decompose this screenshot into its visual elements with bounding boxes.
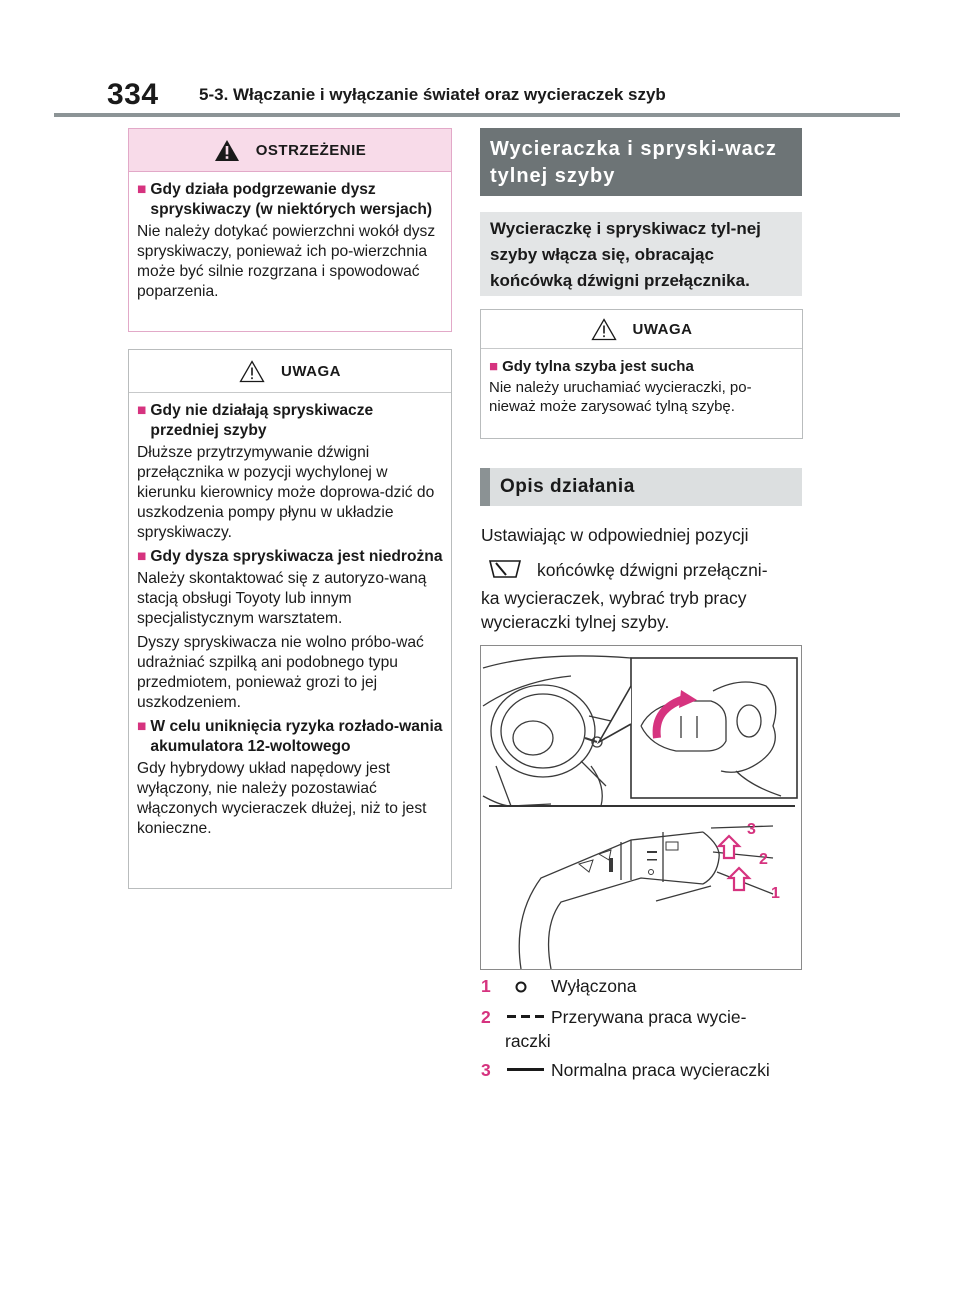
warning-box [128, 128, 452, 332]
legend-text: raczki [505, 1031, 551, 1051]
normal-line-icon [507, 1067, 545, 1073]
operation-text-line: ka wycieraczek, wybrać tryb pracy [481, 588, 747, 608]
caution-triangle-icon [591, 318, 617, 341]
notice-box-header [481, 310, 802, 349]
legend-number: 3 [481, 1060, 491, 1080]
intermittent-dashes-icon [507, 1014, 545, 1020]
operation-text-line: wycieraczki tylnej szyby. [481, 612, 670, 632]
caution-triangle-icon [239, 360, 265, 383]
operation-heading: Opis działania [480, 468, 802, 506]
notice-box [128, 349, 452, 889]
warning-triangle-icon [214, 139, 240, 162]
callout-3: 3 [747, 821, 756, 838]
operation-text-line: Ustawiając w odpowiedniej pozycji [481, 525, 749, 545]
callout-2: 2 [759, 851, 768, 868]
notice-text: Gdy hybrydowy układ napędowy jest wyłączony, nie należy pozostawiać włączonych wycieraczek dłużej, niż to jest konieczne. [137, 760, 427, 837]
notice-box-header [129, 350, 451, 393]
square-bullet-icon: ■ [137, 181, 147, 198]
notice-text: Dyszy spryskiwacza nie wolno próbo-wać udrażniać szpilką ani podobnego typu przedmiotem, ponieważ grozi to jej uszkodzeniem. [137, 634, 424, 711]
header-rule [54, 113, 900, 117]
notice-box-title: UWAGA [632, 320, 693, 338]
notice-text: Nie należy uruchamiać wycieraczki, po-nieważ może zarysować tylną szybę. [489, 379, 752, 415]
rear-wiper-heading: Wycieraczka i spryski-wacz tylnej szyby [480, 128, 802, 196]
warning-box-header [129, 129, 451, 172]
warning-text: Nie należy dotykać powierzchni wokół dysz spryskiwaczy, ponieważ ich po-wierzchnia może być silnie rozgrzana i spowodować poparzenia. [137, 223, 436, 300]
callout-1: 1 [771, 885, 780, 902]
wiper-lever-illustration [480, 645, 802, 970]
legend-number: 1 [481, 976, 491, 996]
square-bullet-icon: ■ [137, 718, 147, 735]
square-bullet-icon: ■ [137, 402, 147, 419]
rear-wiper-icon [487, 558, 523, 580]
notice-box-rear [480, 309, 803, 439]
notice-text: Należy skontaktować się z autoryzo-waną stacją obsługi Toyoty lub innym specjalistycznym warsztatem. [137, 570, 427, 627]
legend-text: Przerywana praca wycie- [551, 1007, 747, 1027]
notice-box-title: UWAGA [281, 362, 341, 380]
off-circle-icon [514, 980, 528, 994]
notice-subheading: W celu uniknięcia ryzyka rozłado-wania akumulatora 12-woltowego [150, 718, 443, 755]
rear-wiper-subheading: Wycieraczkę i spryskiwacz tyl-nej szyby włącza się, obracając końcówką dźwigni przełącznika. [480, 212, 802, 296]
notice-subheading: Gdy nie działają spryskiwacze przedniej szyby [150, 402, 374, 439]
section-title: 5-3. Włączanie i wyłączanie świateł oraz wycieraczek szyb [199, 85, 666, 104]
notice-subheading: Gdy dysza spryskiwacza jest niedrożna [150, 548, 443, 565]
square-bullet-icon: ■ [137, 548, 147, 565]
square-bullet-icon: ■ [489, 358, 499, 375]
legend-number: 2 [481, 1007, 491, 1027]
legend-text: Normalna praca wycieraczki [551, 1060, 770, 1080]
warning-box-title: OSTRZEŻENIE [255, 141, 367, 159]
illustration-drawing [481, 646, 801, 969]
notice-text: Dłuższe przytrzymywanie dźwigni przełącznika w pozycji wychylonej w kierunku kierownicy może doprowa-dzić do uszkodzenia pompy płynu w układzie spryskiwaczy. [137, 444, 435, 541]
operation-text-line: końcówkę dźwigni przełączni- [537, 560, 768, 580]
warning-subheading: Gdy działa podgrzewanie dysz spryskiwaczy (w niektórych wersjach) [150, 181, 433, 218]
notice-subheading: Gdy tylna szyba jest sucha [502, 358, 694, 375]
page-number: 334 [107, 78, 159, 111]
legend-text: Wyłączona [551, 976, 637, 996]
